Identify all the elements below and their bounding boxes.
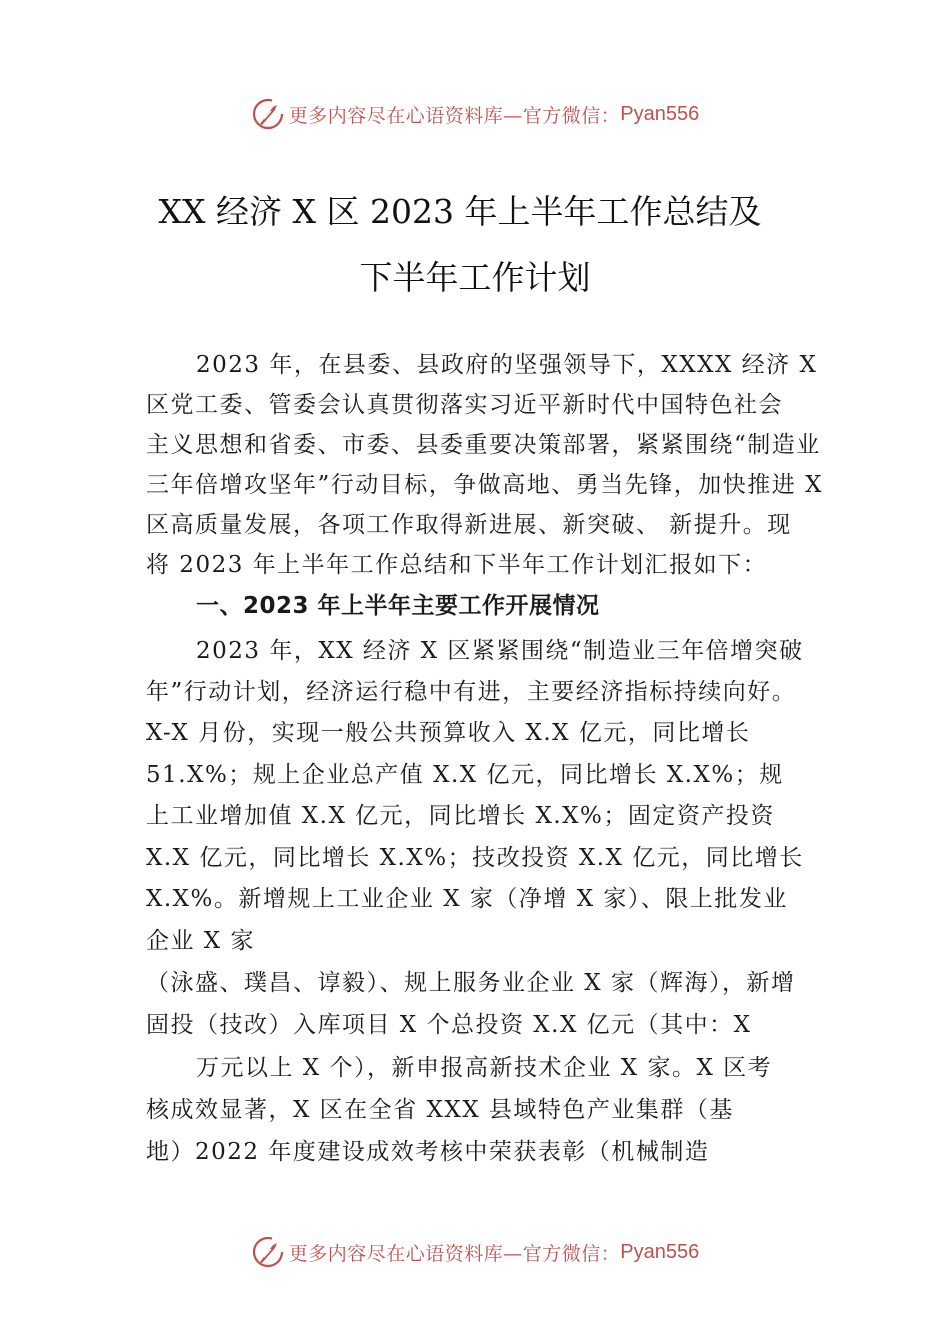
quill-pen-circle-icon: [251, 1235, 285, 1269]
body-line: X.X%。新增规上工业企业 X 家（净增 X 家）、限上批发业: [146, 886, 788, 912]
body-line: 2023 年，在县委、县政府的坚强领导下，XXXX 经济 X: [196, 352, 818, 378]
body-line: 地）2022 年度建设成效考核中荣获表彰（机械制造: [146, 1139, 710, 1165]
body-line: 将 2023 年上半年工作总结和下半年工作计划汇报如下：: [146, 552, 768, 578]
body-line: 区高质量发展，各项工作取得新进展、新突破、 新提升。现: [146, 512, 792, 538]
watermark-wechat-id: Pyan556: [620, 102, 700, 125]
body-line: 主义思想和省委、市委、县委重要决策部署，紧紧围绕“制造业: [146, 432, 821, 458]
body-line: 万元以上 X 个），新申报高新技术企业 X 家。X 区考: [196, 1055, 773, 1081]
watermark-text: 更多内容尽在心语资料库—官方微信：: [288, 104, 621, 127]
body-line: 51.X%；规上企业总产值 X.X 亿元，同比增长 X.X%；规: [146, 762, 784, 788]
body-line: 固投（技改）入库项目 X 个总投资 X.X 亿元（其中：X: [146, 1012, 752, 1038]
watermark-text: 更多内容尽在心语资料库—官方微信：: [288, 1242, 621, 1265]
bottom-watermark-banner: [0, 1232, 950, 1272]
body-line: 区党工委、管委会认真贯彻落实习近平新时代中国特色社会: [146, 392, 783, 418]
body-line: （泳盛、璞昌、谆毅）、规上服务业企业 X 家（辉海），新增: [146, 970, 796, 996]
body-line: 年”行动计划，经济运行稳中有进，主要经济指标持续向好。: [146, 679, 797, 705]
body-line: 核成效显著，X 区在全省 XXX 县域特色产业集群（基: [146, 1097, 734, 1123]
body-line: X.X 亿元，同比增长 X.X%；技改投资 X.X 亿元，同比增长: [146, 845, 804, 871]
top-watermark-banner: [0, 94, 950, 134]
body-line: 上工业增加值 X.X 亿元，同比增长 X.X%；固定资产投资: [146, 803, 775, 829]
body-line: 三年倍增攻坚年”行动目标，争做高地、勇当先锋，加快推进 X: [146, 472, 823, 498]
document-title-line-2: 下半年工作计划: [359, 258, 591, 297]
body-line: 企业 X 家: [146, 928, 255, 954]
body-line: X-X 月份，实现一般公共预算收入 X.X 亿元，同比增长: [146, 720, 751, 746]
body-line: 2023 年，XX 经济 X 区紧紧围绕“制造业三年倍增突破: [196, 638, 804, 664]
document-title-line-1: XX 经济 X 区 2023 年上半年工作总结及: [158, 192, 762, 231]
watermark-wechat-id: Pyan556: [620, 1240, 700, 1263]
section-heading: 一、2023 年上半年主要工作开展情况: [196, 593, 600, 619]
quill-pen-circle-icon: [251, 97, 285, 131]
